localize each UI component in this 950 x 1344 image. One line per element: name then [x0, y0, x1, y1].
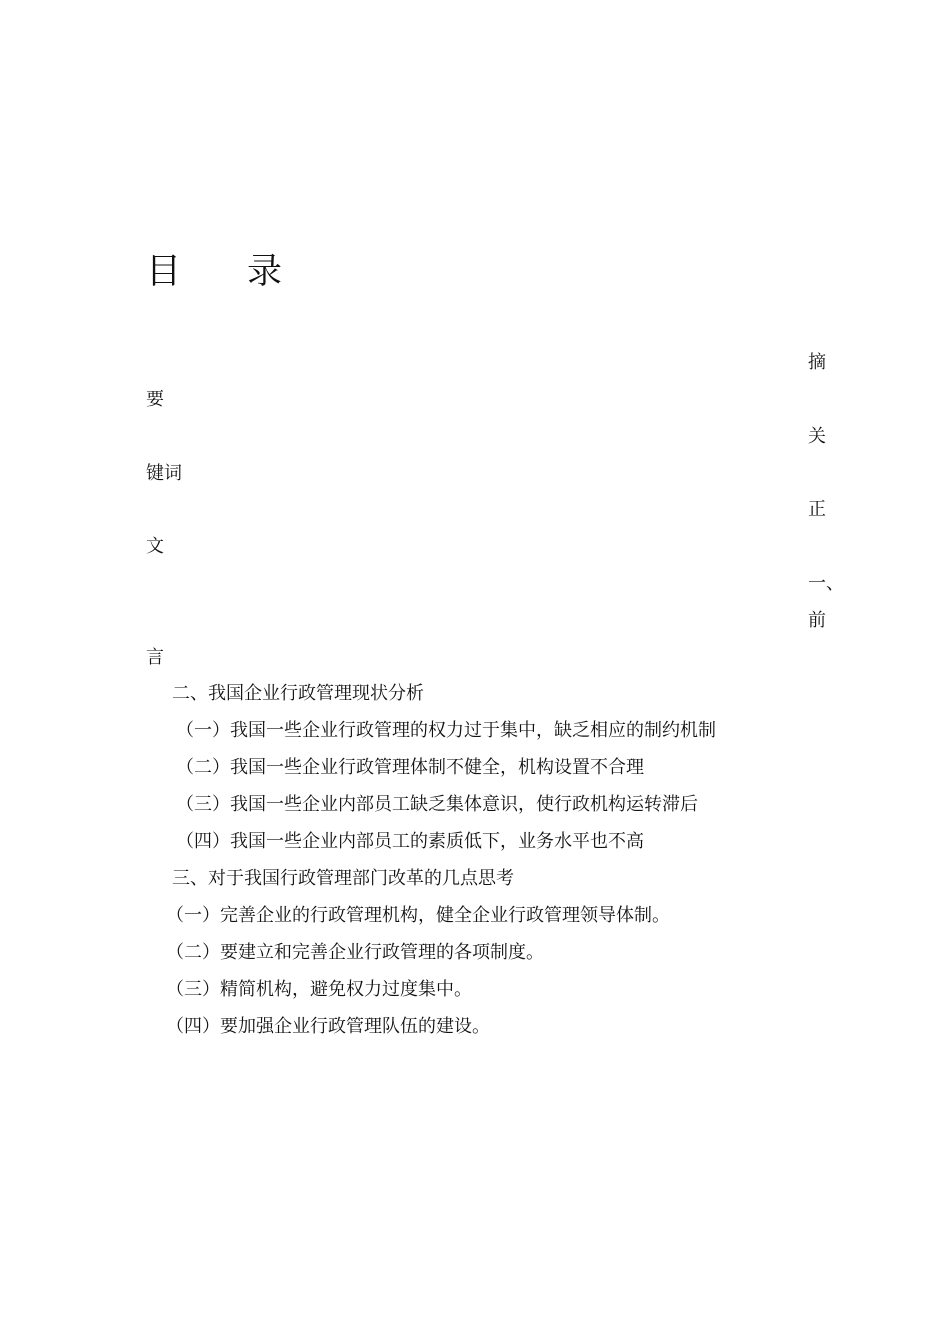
toc-fragment-yao: 要	[146, 389, 164, 410]
toc-entry: （一）我国一些企业行政管理的权力过于集中，缺乏相应的制约机制	[176, 720, 716, 741]
toc-entry: （三）精简机构，避免权力过度集中。	[166, 979, 472, 1000]
toc-title	[146, 250, 282, 294]
toc-fragment-guan: 关	[808, 426, 826, 447]
toc-title-char-1: 目	[146, 252, 182, 292]
toc-entry: （三）我国一些企业内部员工缺乏集体意识，使行政机构运转滞后	[176, 794, 698, 815]
toc-fragment-yan: 言	[146, 647, 164, 668]
toc-fragment-yi: 一、	[808, 573, 844, 594]
toc-entry: （一）完善企业的行政管理机构，健全企业行政管理领导体制。	[166, 905, 670, 926]
toc-fragment-qian: 前	[808, 610, 826, 631]
toc-fragment-wen: 文	[146, 536, 164, 557]
toc-fragment-zheng: 正	[808, 499, 826, 520]
toc-entry: （四）要加强企业行政管理队伍的建设。	[166, 1016, 490, 1037]
toc-title-char-2: 录	[247, 252, 283, 292]
toc-entry: 三、对于我国行政管理部门改革的几点思考	[172, 868, 514, 889]
toc-fragment-zhai: 摘	[808, 352, 826, 373]
toc-entry: （四）我国一些企业内部员工的素质低下，业务水平也不高	[176, 831, 644, 852]
toc-entry: 二、我国企业行政管理现状分析	[172, 683, 424, 704]
toc-fragment-jianci: 键词	[146, 463, 182, 484]
toc-entry: （二）我国一些企业行政管理体制不健全，机构设置不合理	[176, 757, 644, 778]
toc-entry: （二）要建立和完善企业行政管理的各项制度。	[166, 942, 544, 963]
